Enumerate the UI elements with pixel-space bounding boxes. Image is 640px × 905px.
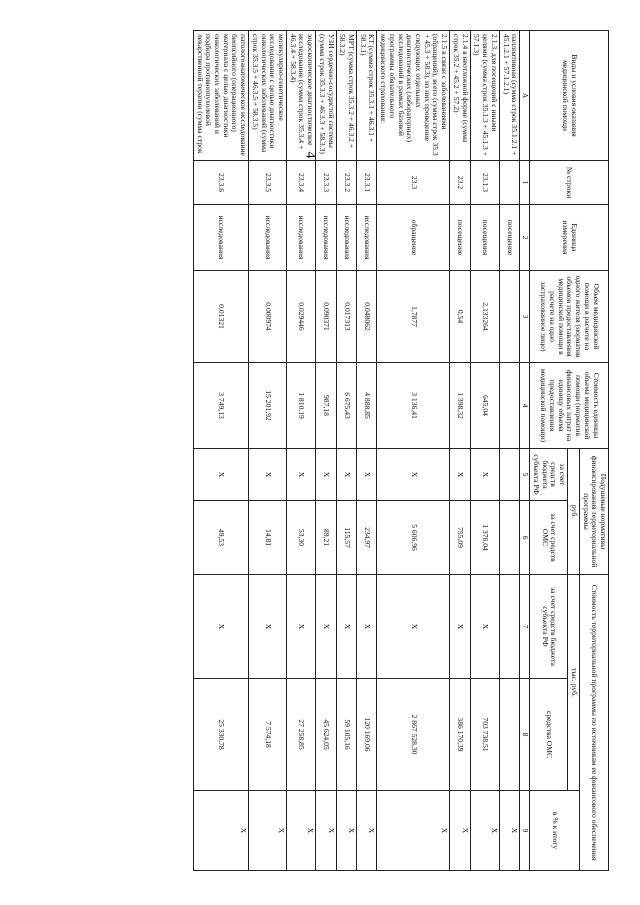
column-index: 6 (520, 501, 530, 575)
unit-cost-cell: 3 749,13 (193, 363, 248, 449)
unit-cost-cell: 15 201,92 (249, 363, 287, 449)
norm-oms-cell: 89,21 (316, 501, 336, 575)
total-budget-cell: X (336, 575, 356, 679)
column-index: 5 (520, 449, 530, 501)
care-type-cell: молекулярно-генетическое исследование с целью диагностики онкологических заболеваний (сумма строк 35.3.5 + 46.3.5 + 58.3.5) (249, 31, 287, 161)
care-type-cell: патологоанатомическое исследование биопсийного (операционного) материала с целью диагностики онкологических заболеваний и подбора противоопухолевой лекарственной терапии (сумма строк (193, 31, 248, 161)
column-index: А (520, 31, 530, 161)
total-budget-cell: X (316, 575, 336, 679)
table-row (357, 31, 377, 871)
header-volume: Объем медицинской помощи в расчете на одного жителя (норматив объемов предоставления медицинской помощи в расчете на одно застрахованное лицо) (530, 271, 609, 363)
unit-cost-cell: 1 810,19 (287, 363, 316, 449)
percent-cell: X (193, 791, 248, 871)
row-number-cell: 23.3.6 (193, 161, 248, 205)
unit-cell: исследования (316, 205, 336, 271)
percent-cell: X (249, 791, 287, 871)
norm-oms-cell (499, 501, 519, 575)
norm-budget-cell: X (316, 449, 336, 501)
rotated-table-container (194, 30, 609, 870)
unit-cell: исследования (193, 205, 248, 271)
column-index: 9 (520, 791, 530, 871)
care-type-cell: 2.1.5 в связи с заболеваниями (обращений), всего (сумма строк 35.3 + 45.3 + 58.3), из них проведение следующих отдельных диагностических (лабораторных) исследований в рамках базовой программы обязательного медицинского страхования: (377, 31, 450, 161)
column-index: 8 (520, 679, 530, 791)
care-type-cell: КТ (сумма строк 35.3.1 + 46.3.1 + 58.3.1) (357, 31, 377, 161)
total-budget-cell: X (377, 575, 450, 679)
unit-cell: исследования (287, 205, 316, 271)
row-number-cell (499, 161, 519, 205)
total-budget-cell: X (287, 575, 316, 679)
total-oms-cell: 2 867 528,30 (377, 679, 450, 791)
volume-cell: 0,017313 (336, 271, 356, 363)
unit-cell: посещение (499, 205, 519, 271)
volume-cell: 0,048062 (357, 271, 377, 363)
header-cost-unit: тыс. руб. (568, 575, 580, 791)
total-budget-cell: X (193, 575, 248, 679)
row-number-cell: 23.3.2 (336, 161, 356, 205)
unit-cell: исследования (336, 205, 356, 271)
header-total-oms: средства ОМС (530, 679, 568, 791)
column-index: 4 (520, 363, 530, 449)
header-total-budget: за счет средств бюджета субъекта РФ (530, 575, 568, 679)
norm-budget-cell: X (336, 449, 356, 501)
unit-cost-cell: 6 675,43 (336, 363, 356, 449)
norm-oms-cell: 14,81 (249, 501, 287, 575)
table-row (316, 31, 336, 871)
percent-cell: X (377, 791, 450, 871)
header-norms-unit: руб. (568, 449, 580, 575)
volume-cell: 1,7877 (377, 271, 450, 363)
row-number-cell: 23.3.4 (287, 161, 316, 205)
table-body (193, 31, 519, 871)
unit-cell: посещение (450, 205, 470, 271)
total-oms-cell: 386 170,39 (450, 679, 470, 791)
header-unit-cost: Стоимость единицы объема медицинской помощи (норматив финансовых затрат на единицу объема предоставления медицинской помощи) (530, 363, 609, 449)
norm-oms-cell: 49,53 (193, 501, 248, 575)
column-index: 3 (520, 271, 530, 363)
header-norm-budget: за счет средств бюджета субъекта РФ (530, 449, 568, 501)
row-number-cell: 23.1.3 (470, 161, 499, 205)
volume-cell: 0,000974 (249, 271, 287, 363)
total-oms-cell: 25 330,78 (193, 679, 248, 791)
header-norm-oms: за счет средств ОМС (530, 501, 568, 575)
care-type-cell: МРТ (сумма строк 35.3.2 + 46.3.2 + 58.3.2) (336, 31, 356, 161)
header-program-cost: Стоимость территориальной программы по источникам ее финансового обеспечения (579, 575, 608, 871)
program-cost-table (193, 30, 609, 871)
unit-cell: исследования (249, 205, 287, 271)
norm-budget-cell: X (357, 449, 377, 501)
norm-oms-cell: 5 606,96 (377, 501, 450, 575)
care-type-cell: паллиативная (сумма строк 35.1.2.1 + 45.1.2.1 + 57.1.2.1) (499, 31, 519, 161)
table-row (470, 31, 499, 871)
table-row (249, 31, 287, 871)
unit-cell: исследования (357, 205, 377, 271)
norm-budget-cell: X (193, 449, 248, 501)
volume-cell (499, 271, 519, 363)
column-index-row (520, 31, 530, 871)
header-care-type: Виды и условия оказания медицинской помощи (530, 31, 609, 161)
unit-cost-cell: 3 136,41 (377, 363, 450, 449)
row-number-cell: 23.3 (377, 161, 450, 205)
norm-oms-cell: 115,57 (336, 501, 356, 575)
percent-cell: X (336, 791, 356, 871)
row-number-cell: 23.3.5 (249, 161, 287, 205)
table-row (287, 31, 316, 871)
norm-oms-cell: 755,09 (450, 501, 470, 575)
unit-cost-cell: 987,18 (316, 363, 336, 449)
page-number: 4 (302, 151, 318, 159)
percent-cell: X (499, 791, 519, 871)
norm-budget-cell: X (450, 449, 470, 501)
table-row (193, 31, 248, 871)
total-oms-cell: 120 169,06 (357, 679, 377, 791)
percent-cell: X (357, 791, 377, 871)
care-type-cell: 2.1.4 в неотложной форме (сумма строк 35.2 + 45.2 + 57.2) (450, 31, 470, 161)
care-type-cell: УЗИ сердечно-сосудистой системы (сумма строк 35.3.3 + 46.3.3 + 58.3.3) (316, 31, 336, 161)
volume-cell: 0,090371 (316, 271, 336, 363)
volume-cell: 2,133264 (470, 271, 499, 363)
table-row (377, 31, 450, 871)
column-index: 1 (520, 161, 530, 205)
total-budget-cell: X (450, 575, 470, 679)
header-percent-total: в % к итогу (530, 791, 580, 871)
column-index: 7 (520, 575, 530, 679)
norm-oms-cell: 234,97 (357, 501, 377, 575)
header-unit: Единица измерения (530, 205, 609, 271)
unit-cell: обращение (377, 205, 450, 271)
total-oms-cell: 703 738,51 (470, 679, 499, 791)
total-budget-cell (499, 575, 519, 679)
table-row (450, 31, 470, 871)
column-index: 2 (520, 205, 530, 271)
total-oms-cell (499, 679, 519, 791)
unit-cost-cell: 645,04 (470, 363, 499, 449)
row-number-cell: 23.2 (450, 161, 470, 205)
total-oms-cell: 7 574,18 (249, 679, 287, 791)
header-per-capita-norms: Подушевые нормативы финансирования территориальной программы (579, 449, 608, 575)
unit-cost-cell: 1 398,32 (450, 363, 470, 449)
row-number-cell: 23.3.3 (316, 161, 336, 205)
total-budget-cell: X (470, 575, 499, 679)
unit-cost-cell (499, 363, 519, 449)
row-number-cell: 23.3.1 (357, 161, 377, 205)
norm-budget-cell: X (377, 449, 450, 501)
table-row (336, 31, 356, 871)
volume-cell: 0,01321 (193, 271, 248, 363)
care-type-cell: эндоскопическое диагностическое исследование (сумма строк 35.3.4 + 46.3.4 + 58.3.4) (287, 31, 316, 161)
percent-cell: X (470, 791, 499, 871)
total-budget-cell: X (357, 575, 377, 679)
percent-cell: X (316, 791, 336, 871)
volume-cell: 0,029446 (287, 271, 316, 363)
total-oms-cell: 27 258,85 (287, 679, 316, 791)
norm-budget-cell: X (470, 449, 499, 501)
norm-oms-cell: 53,30 (287, 501, 316, 575)
unit-cost-cell: 4 888,85 (357, 363, 377, 449)
percent-cell: X (450, 791, 470, 871)
volume-cell: 0,54 (450, 271, 470, 363)
norm-budget-cell: X (249, 449, 287, 501)
header-row-number: № строки (530, 161, 609, 205)
norm-budget-cell: X (287, 449, 316, 501)
percent-cell: X (287, 791, 316, 871)
total-oms-cell: 59 105,16 (336, 679, 356, 791)
table-row (499, 31, 519, 871)
total-budget-cell: X (249, 575, 287, 679)
unit-cell: посещения (470, 205, 499, 271)
norm-oms-cell: 1 376,04 (470, 501, 499, 575)
total-oms-cell: 45 624,05 (316, 679, 336, 791)
care-type-cell: 2.1.3. для посещений с иными целями (сумма строк 35.1.3 + 45.1.3 + 57.1.3) (470, 31, 499, 161)
norm-budget-cell (499, 449, 519, 501)
